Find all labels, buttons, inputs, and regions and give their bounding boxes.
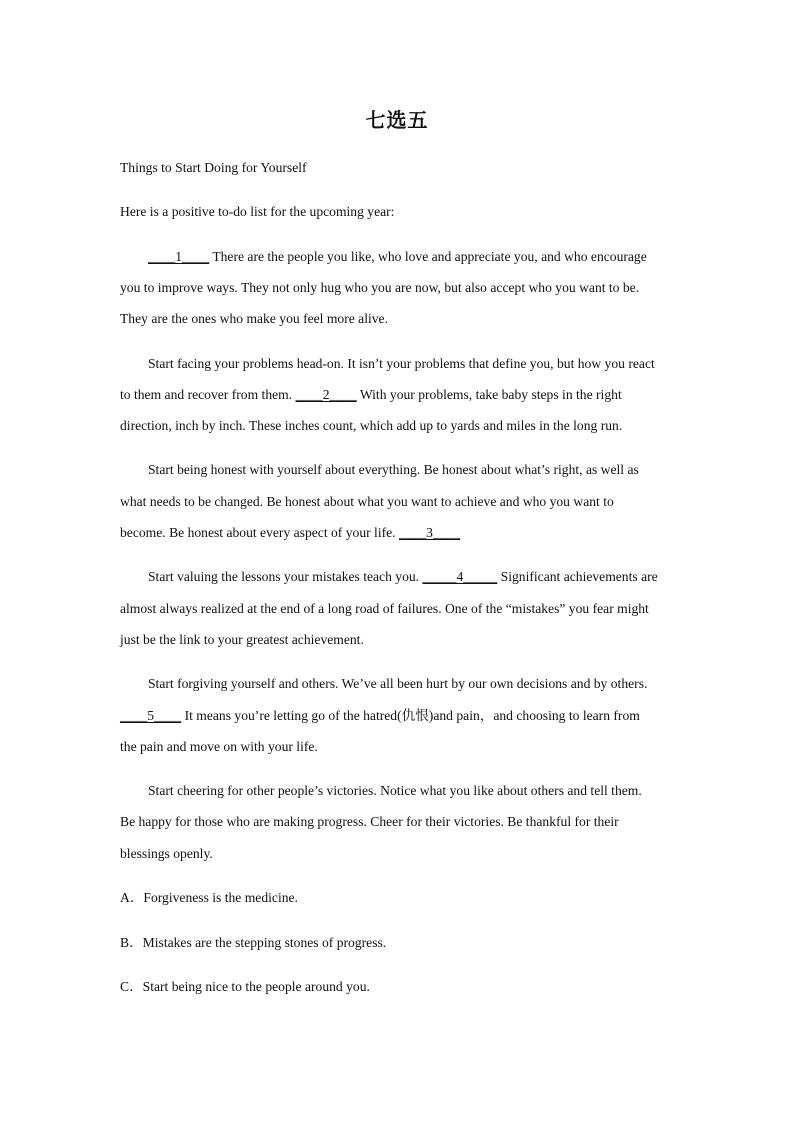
page-title: 七选五 (365, 108, 429, 132)
paragraph-2-line-1: Start facing your problems head-on. It isn’t your problems that define you, but how you react (148, 356, 655, 371)
paragraph-2-line-3: direction, inch by inch. These inches count, which add up to yards and miles in the long run. (120, 418, 623, 433)
paragraph-2-text-b: With your problems, take baby steps in the right (356, 387, 622, 402)
paragraph-5-line-1: Start forgiving yourself and others. We’ve all been hurt by our own decisions and by others. (148, 676, 648, 691)
blank-1[interactable]: ____1____ (148, 249, 210, 264)
paragraph-6-line-3: blessings openly. (120, 846, 213, 861)
paragraph-4-line-3: just be the link to your greatest achievement. (120, 632, 364, 647)
option-a: A．Forgiveness is the medicine. (120, 890, 298, 905)
passage-subtitle: Things to Start Doing for Yourself (120, 160, 307, 175)
paragraph-1-line-1 (148, 248, 647, 266)
paragraph-5-line-3: the pain and move on with your life. (120, 739, 318, 754)
paragraph-3-line-3 (120, 524, 460, 542)
option-c: C．Start being nice to the people around you. (120, 979, 370, 994)
paragraph-1-text: There are the people you like, who love and appreciate you, and who encourage (209, 249, 647, 264)
paragraph-3-line-1: Start being honest with yourself about everything. Be honest about what’s right, as well as (148, 462, 639, 477)
paragraph-1-line-2: you to improve ways. They not only hug who you are now, but also accept who you want to be. (120, 280, 640, 295)
paragraph-3-line-2: what needs to be changed. Be honest about what you want to achieve and who you want to (120, 494, 614, 509)
paragraph-4-line-2: almost always realized at the end of a long road of failures. One of the “mistakes” you fear might (120, 601, 649, 616)
passage-intro: Here is a positive to-do list for the upcoming year: (120, 204, 395, 219)
paragraph-6-line-2: Be happy for those who are making progress. Cheer for their victories. Be thankful for their (120, 814, 619, 829)
paragraph-4-text-b: Significant achievements are (497, 569, 658, 584)
blank-3[interactable]: ____3____ (398, 525, 461, 540)
paragraph-4-line-1 (148, 568, 658, 586)
paragraph-5-line-2 (120, 707, 640, 725)
blank-5[interactable]: ____5____ (120, 708, 182, 723)
paragraph-3-text-a: become. Be honest about every aspect of your life. (120, 525, 399, 540)
blank-2[interactable]: ____2____ (295, 387, 357, 402)
paragraph-5-text: It means you’re letting go of the hatred(仇恨)and pain，and choosing to learn from (181, 708, 640, 723)
option-b: B．Mistakes are the stepping stones of progress. (120, 935, 387, 950)
paragraph-4-text-a: Start valuing the lessons your mistakes teach you. (148, 569, 423, 584)
paragraph-1-line-3: They are the ones who make you feel more alive. (120, 311, 388, 326)
paragraph-6-line-1: Start cheering for other people’s victories. Notice what you like about others and tell them. (148, 783, 642, 798)
paragraph-2-line-2 (120, 386, 622, 404)
blank-4[interactable]: _____4_____ (422, 569, 498, 584)
paragraph-2-text-a: to them and recover from them. (120, 387, 296, 402)
